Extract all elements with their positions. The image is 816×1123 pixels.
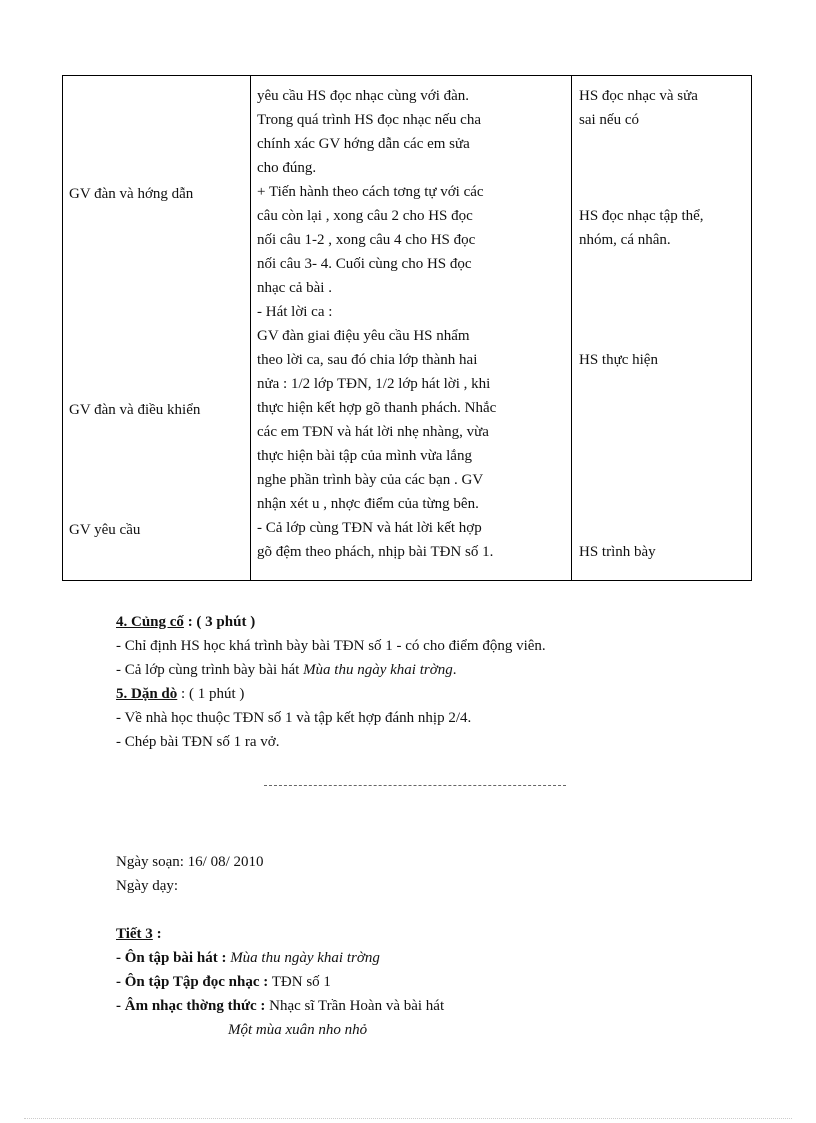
date-prepared: Ngày soạn: 16/ 08/ 2010 bbox=[116, 854, 264, 870]
lesson-item-3 bbox=[116, 995, 444, 1018]
dando-line-1: - Về nhà học thuộc TĐN số 1 và tập kết hợp đánh nhịp 2/4. bbox=[116, 710, 472, 726]
table-divider bbox=[250, 76, 251, 580]
section-divider bbox=[264, 785, 566, 786]
table-cell: chính xác GV hớng dẫn các em sửa bbox=[257, 136, 470, 152]
table-cell: yêu cầu HS đọc nhạc cùng với đàn. bbox=[257, 88, 470, 104]
table-cell: thực hiện bài tập của mình vừa lắng bbox=[257, 448, 472, 464]
date-taught: Ngày dạy: bbox=[116, 878, 179, 894]
section-title: 4. Củng cố bbox=[116, 614, 184, 630]
item-label: - Ôn tập bài hát : bbox=[116, 950, 227, 966]
table-cell: thực hiện kết hợp gõ thanh phách. Nhắc bbox=[257, 400, 497, 416]
table-cell: câu còn lại , xong câu 2 cho HS đọc bbox=[257, 208, 473, 224]
table-cell: - Hát lời ca : bbox=[257, 304, 333, 320]
table-cell: nhóm, cá nhân. bbox=[579, 232, 671, 248]
table-cell: + Tiến hành theo cách tơng tự với các bbox=[257, 184, 484, 200]
lesson-heading bbox=[116, 923, 162, 946]
table-cell: - Cả lớp cùng TĐN và hát lời kết hợp bbox=[257, 520, 482, 536]
line-text: - Cả lớp cùng trình bày bài hát bbox=[116, 662, 304, 678]
dando-line-2: - Chép bài TĐN số 1 ra vở. bbox=[116, 734, 280, 750]
table-cell: GV yêu cầu bbox=[69, 522, 141, 538]
item-value: Nhạc sĩ Trần Hoàn và bài hát bbox=[265, 998, 445, 1014]
cungco-line-1: - Chỉ định HS học khá trình bày bài TĐN số 1 - có cho điểm động viên. bbox=[116, 638, 546, 654]
lesson-item-2 bbox=[116, 971, 331, 994]
lesson-colon: : bbox=[152, 926, 162, 942]
section-dando-heading bbox=[116, 683, 244, 706]
table-cell: HS trình bày bbox=[579, 544, 656, 560]
table-cell: GV đàn và hớng dẫn bbox=[69, 186, 194, 202]
table-cell: gõ đệm theo phách, nhịp bài TĐN số 1. bbox=[257, 544, 494, 560]
cungco-line-2 bbox=[116, 659, 456, 682]
table-cell: Trong quá trình HS đọc nhạc nếu cha bbox=[257, 112, 481, 128]
table-cell: GV đàn và điều khiển bbox=[69, 402, 201, 418]
table-cell: nhận xét u , nhợc điểm của từng bên. bbox=[257, 496, 479, 512]
item-label: - Ôn tập Tập đọc nhạc : bbox=[116, 974, 269, 990]
line-text: . bbox=[452, 662, 457, 678]
table-cell: HS đọc nhạc tập thể, bbox=[579, 208, 704, 224]
table-cell: nửa : 1/2 lớp TĐN, 1/2 lớp hát lời , khi bbox=[257, 376, 491, 392]
table-cell: nghe phần trình bày của các bạn . GV bbox=[257, 472, 484, 488]
page-edge bbox=[24, 1118, 792, 1119]
table-cell: HS thực hiện bbox=[579, 352, 658, 368]
item-label: - Âm nhạc thờng thức : bbox=[116, 998, 266, 1014]
section-time: : ( 3 phút ) bbox=[183, 614, 256, 630]
table-divider bbox=[571, 76, 572, 580]
item-value: Mùa thu ngày khai trờng bbox=[226, 950, 380, 966]
table-cell: theo lời ca, sau đó chia lớp thành hai bbox=[257, 352, 478, 368]
table-cell: cho đúng. bbox=[257, 160, 317, 176]
content-column bbox=[257, 84, 567, 564]
lesson-item-3-cont: Một mùa xuân nho nhỏ bbox=[228, 1022, 368, 1038]
table-cell: nối câu 3- 4. Cuối cùng cho HS đọc bbox=[257, 256, 472, 272]
table-cell: nối câu 1-2 , xong câu 4 cho HS đọc bbox=[257, 232, 476, 248]
song-title: Mùa thu ngày khai trờng bbox=[303, 662, 453, 678]
section-title: 5. Dặn dò bbox=[116, 686, 178, 702]
table-cell: các em TĐN và hát lời nhẹ nhàng, vừa bbox=[257, 424, 489, 440]
table-cell: GV đàn giai điệu yêu cầu HS nhẩm bbox=[257, 328, 470, 344]
lesson-table bbox=[62, 75, 752, 581]
lesson-item-1 bbox=[116, 947, 380, 970]
lesson-title: Tiết 3 bbox=[116, 926, 153, 942]
section-cungco-heading bbox=[116, 611, 255, 634]
table-cell: HS đọc nhạc và sửa bbox=[579, 88, 698, 104]
item-value: TĐN số 1 bbox=[268, 974, 331, 990]
table-cell: nhạc cả bài . bbox=[257, 280, 332, 296]
section-time: : ( 1 phút ) bbox=[177, 686, 245, 702]
table-cell: sai nếu có bbox=[579, 112, 639, 128]
